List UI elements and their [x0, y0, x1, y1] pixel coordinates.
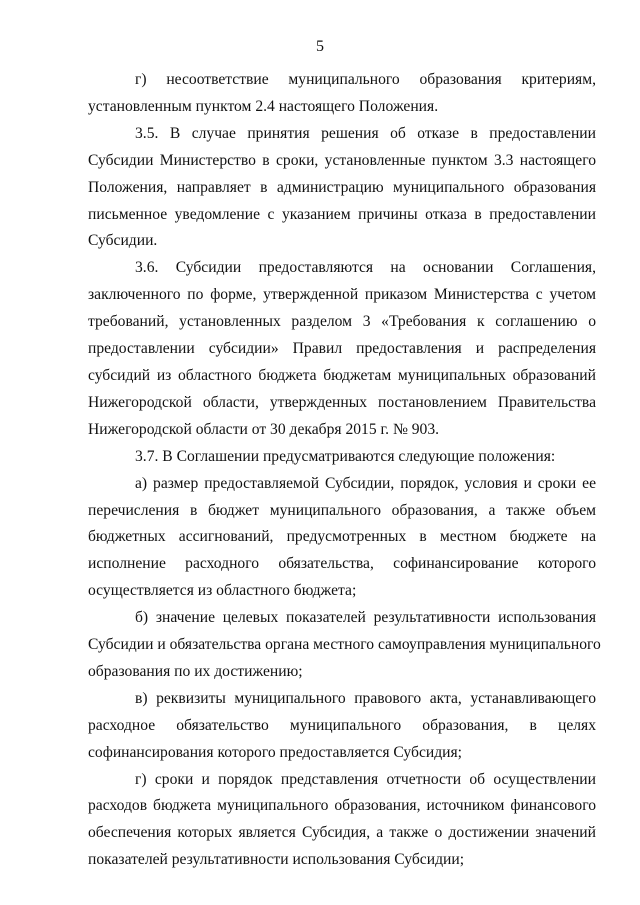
text-line: осуществляется из областного бюджета;: [88, 582, 357, 600]
text-line: Положения, направляет в администрацию муниципального образования: [88, 178, 596, 196]
text-line: б) значение целевых показателей результативности использования: [135, 609, 596, 627]
text-line: в) реквизиты муниципального правового акта, устанавливающего: [135, 689, 596, 707]
text-line: 3.7. В Соглашении предусматриваются следующие положения:: [135, 447, 556, 465]
text-line: установленным пунктом 2.4 настоящего Положения.: [88, 97, 439, 115]
text-line: Субсидии и обязательства органа местного самоуправления муниципального: [88, 636, 601, 654]
page-number: 5: [316, 38, 324, 55]
text-line: Нижегородской области от 30 декабря 2015 г. № 903.: [88, 420, 440, 438]
text-line: исполнение расходного обязательства, софинансирование которого: [88, 555, 596, 573]
text-line: а) размер предоставляемой Субсидии, порядок, условия и сроки ее: [135, 474, 596, 492]
text-line: 3.6. Субсидии предоставляются на основании Соглашения,: [135, 259, 596, 277]
paragraph-subitem-g-reporting: [88, 767, 596, 875]
text-line: г) сроки и порядок представления отчетности об осуществлении: [135, 770, 596, 788]
paragraph-3-5: [88, 121, 596, 256]
text-line: Субсидии Министерство в сроки, установленные пунктом 3.3 настоящего: [88, 151, 596, 169]
text-line: 3.5. В случае принятия решения об отказе в предоставлении: [135, 124, 596, 142]
paragraph-subitem-a: [88, 471, 596, 606]
text-line: субсидий из областного бюджета бюджетам муниципальных образований: [88, 366, 596, 384]
text-line: Нижегородской области, утвержденных постановлением Правительства: [88, 393, 596, 411]
text-line: софинансирования которого предоставляется Субсидия;: [88, 743, 462, 761]
text-line: расходное обязательство муниципального образования, в целях: [88, 716, 596, 734]
text-line: расходов бюджета муниципального образования, источником финансового: [88, 797, 596, 815]
text-line: перечисления в бюджет муниципального образования, а также объем: [88, 501, 596, 519]
paragraph-3-6: [88, 255, 596, 443]
text-line: показателей результативности использования Субсидии;: [88, 851, 465, 869]
text-line: письменное уведомление с указанием причины отказа в предоставлении: [88, 205, 596, 223]
text-line: предоставлении субсидии» Правил предоставления и распределения: [88, 340, 596, 358]
text-line: требований, установленных разделом 3 «Требования к соглашению о: [88, 313, 596, 331]
text-line: заключенного по форме, утвержденной приказом Министерства с учетом: [88, 286, 596, 304]
paragraph-subitem-g-criteria: [88, 67, 596, 121]
text-line: обеспечения которых является Субсидия, а также о достижении значений: [88, 824, 596, 842]
text-line: бюджетных ассигнований, предусмотренных в местном бюджете на: [88, 528, 596, 546]
paragraph-subitem-v: [88, 686, 596, 767]
text-line: г) несоответствие муниципального образования критериям,: [135, 71, 596, 88]
text-line: Субсидии.: [88, 232, 158, 250]
paragraph-3-7: [88, 444, 596, 471]
document-body: [88, 67, 601, 874]
paragraph-subitem-b: [88, 605, 601, 686]
text-line: образования по их достижению;: [88, 662, 303, 680]
